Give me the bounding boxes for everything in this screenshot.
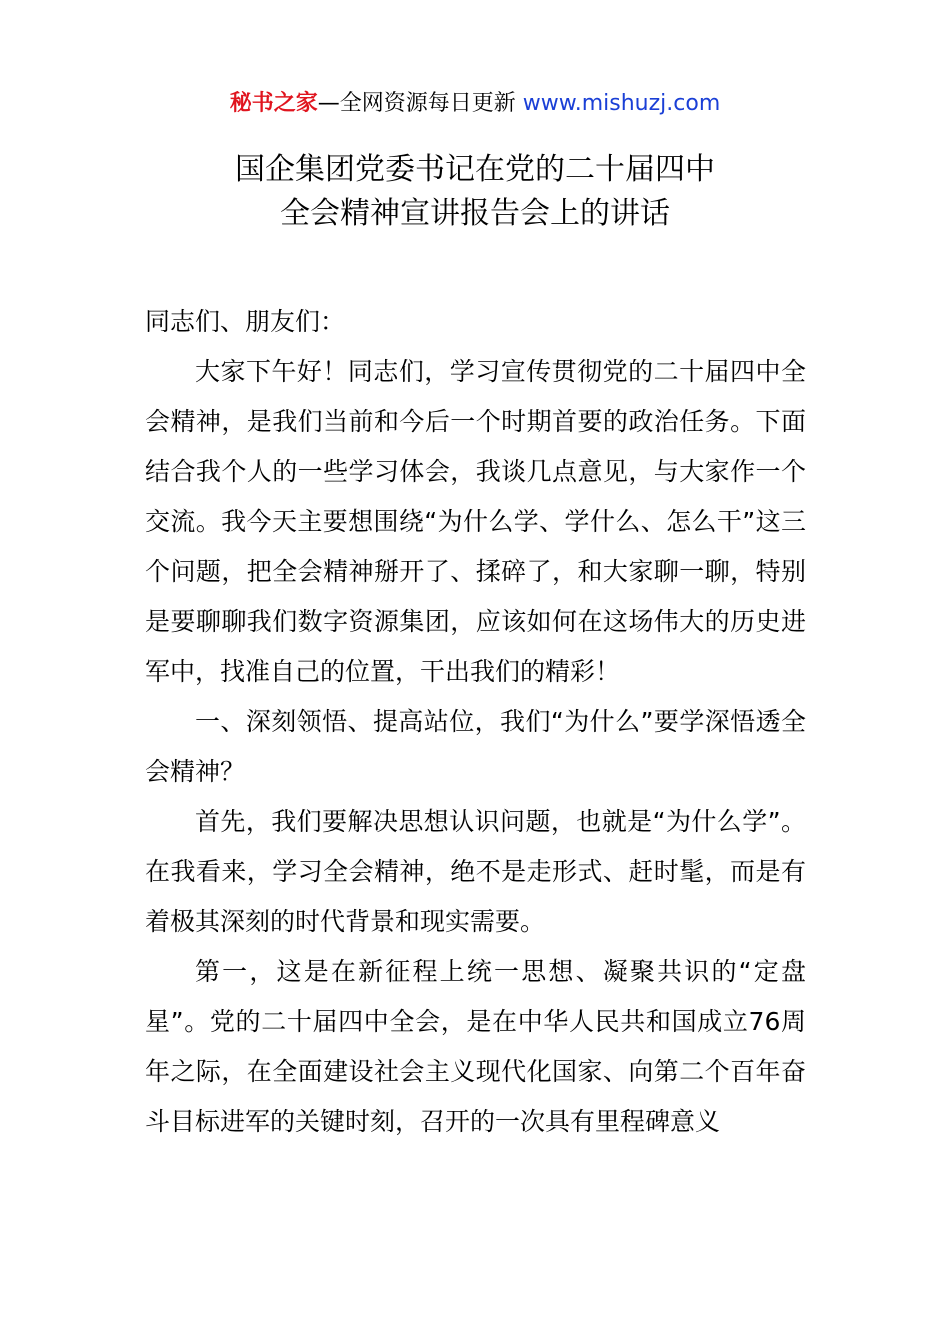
paragraph-first-point: 第一，这是在新征程上统一思想、凝聚共识的“定盘星”。党的二十届四中全会，是在中华人民共和国成立76周年之际，在全面建设社会主义现代化国家、向第二个百年奋斗目标进军的关键时刻，召开的一次具有里程碑意义 (145, 957, 806, 1136)
brand-name: 秘书之家 (229, 91, 318, 116)
document-title (0, 148, 950, 236)
salutation: 同志们、朋友们： (145, 307, 346, 336)
document-body (145, 297, 806, 1147)
title-line-2: 全会精神宣讲报告会上的讲话 (280, 196, 670, 231)
site-header (0, 88, 950, 120)
section-heading-1: 一、深刻领悟、提高站位，我们“为什么”要学深悟透全会精神？ (145, 707, 806, 786)
title-line-1: 国企集团党委书记在党的二十届四中 (235, 152, 715, 187)
paragraph-why-learn: 首先，我们要解决思想认识问题，也就是“为什么学”。在我看来，学习全会精神，绝不是走形式、赶时髦，而是有着极其深刻的时代背景和现实需要。 (145, 807, 806, 936)
site-url-link[interactable]: www.mishuzj.com (522, 91, 721, 116)
paragraph-opening: 大家下午好！同志们，学习宣传贯彻党的二十届四中全会精神，是我们当前和今后一个时期首要的政治任务。下面结合我个人的一些学习体会，我谈几点意见，与大家作一个交流。我今天主要想围绕“为什么学、学什么、怎么干”这三个问题，把全会精神掰开了、揉碎了，和大家聊一聊，特别是要聊聊我们数字资源集团，应该如何在这场伟大的历史进军中，找准自己的位置，干出我们的精彩！ (145, 357, 806, 686)
header-tagline: —全网资源每日更新 (317, 91, 516, 116)
